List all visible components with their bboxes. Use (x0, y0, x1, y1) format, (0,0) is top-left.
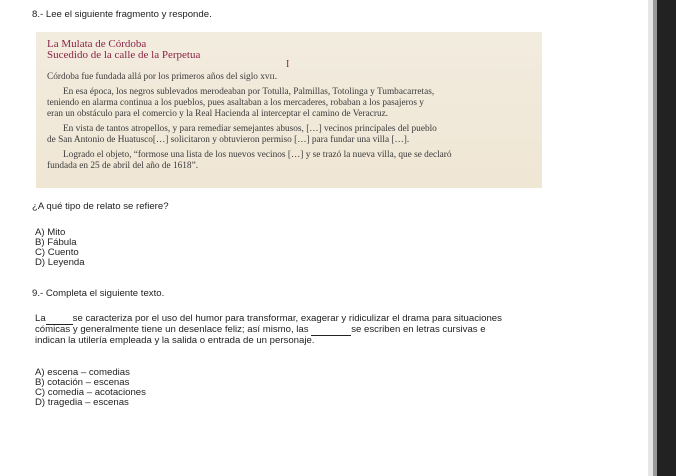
blank-2[interactable] (311, 324, 351, 336)
dark-side-panel (657, 0, 676, 476)
option-b[interactable]: B) Fábula (35, 237, 77, 248)
fill-text-start: La (35, 313, 46, 324)
option-a[interactable]: A) escena – comedias (35, 367, 130, 378)
excerpt-line: eran un obstáculo para el comercio y la Real Hacienda al interceptar el camino de Veracruz. (47, 109, 389, 119)
option-b[interactable]: B) cotación – escenas (35, 377, 130, 388)
option-d[interactable]: D) tragedia – escenas (35, 397, 129, 408)
fill-text-continued: se caracteriza por el uso del humor para transformar, exagerar y ridiculizar el drama para situaciones (72, 313, 502, 324)
fill-text-middle: cómicas y generalmente tiene un desenlace feliz; así mismo, las (35, 324, 309, 335)
option-a[interactable]: A) Mito (35, 227, 66, 238)
question-8-prompt: 8.- Lee el siguiente fragmento y responde. (32, 9, 212, 20)
excerpt-line: En esa época, los negros sublevados merodeaban por Totulla, Palmillas, Totolinga y Tumbacarretas, (63, 87, 435, 97)
excerpt-box (36, 32, 542, 188)
excerpt-line: Logrado el objeto, “formose una lista de los nuevos vecinos […] y se trazó la nueva villa, que se declaró (63, 150, 452, 160)
option-c[interactable]: C) Cuento (35, 247, 79, 258)
option-c[interactable]: C) comedia – acotaciones (35, 387, 146, 398)
option-d[interactable]: D) Leyenda (35, 257, 85, 268)
fill-text-line-3: indican la utilería empleada y la salida o entrada de un personaje. (35, 335, 315, 346)
excerpt-line: En vista de tantos atropellos, y para remediar semejantes abusos, […] vecinos principales del pueblo (63, 124, 437, 134)
excerpt-line: de San Antonio de Huatusco[…] solicitaron y obtuvieron permiso […] para fundar una villa […]. (47, 135, 410, 145)
excerpt-line: Córdoba fue fundada allá por los primeros años del siglo xvɪɪ. (47, 72, 278, 82)
excerpt-subtitle: Sucedido de la calle de la Perpetua (47, 49, 201, 61)
question-9-prompt: 9.- Completa el siguiente texto. (32, 288, 165, 299)
fill-text-continued-2: se escriben en letras cursivas e (351, 324, 486, 335)
excerpt-line: fundada en 25 de abril del año de 1618”. (47, 161, 199, 171)
excerpt-line: teniendo en alarma continua a los pueblos, pues asaltaban a los mercaderes, robaban a los pasajeros y (47, 98, 424, 108)
excerpt-title: La Mulata de Córdoba (47, 38, 147, 50)
question-8-question: ¿A qué tipo de relato se refiere? (32, 201, 169, 212)
excerpt-section-number: I (286, 59, 290, 70)
